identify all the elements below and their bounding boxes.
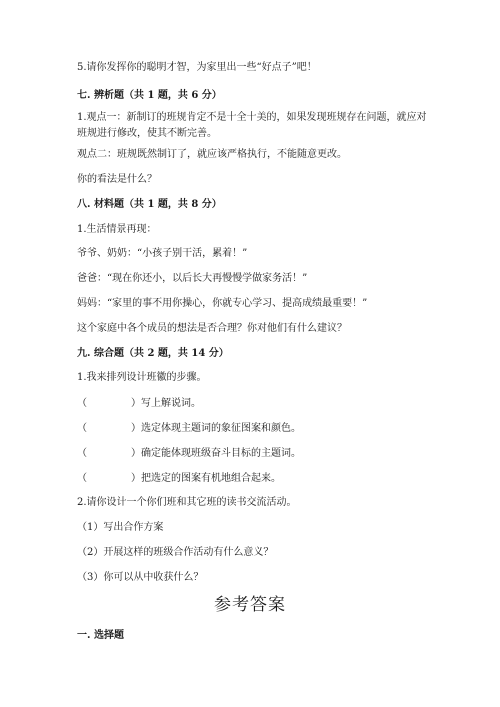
section-8-question: 这个家庭中各个成员的想法是否合理？你对他们有什么建议？: [77, 323, 347, 334]
step-item: （ ）确定能体现班级奋斗目标的主题词。: [77, 448, 301, 459]
section-8-intro: 1.生活情景再现：: [77, 224, 157, 235]
answers-title: 参考答案: [214, 595, 286, 615]
answers-section-1-heading: 一. 选择题: [77, 630, 124, 641]
step-item: （ ）把选定的图案有机地组合起来。: [77, 473, 281, 484]
step-item: （ ）写上解说词。: [77, 398, 201, 409]
section-7-view2: 观点二：班规既然制订了，就应该严格执行，不能随意更改。: [77, 149, 347, 160]
section-9-heading: 九. 综合题（共 2 题，共 14 分）: [77, 348, 229, 359]
sub-question: （3）你可以从中收获什么？: [77, 572, 204, 583]
section-7-view1: 1.观点一：新制订的班规肯定不是十全十美的，如果发现班规存在问题，就应对班规进行修改，使其不断完善。: [77, 112, 427, 139]
section-8-heading: 八. 材料题（共 1 题，共 8 分）: [77, 199, 222, 210]
sub-question: （1）写出合作方案: [77, 522, 164, 533]
section-8-mom: 妈妈：“家里的事不用你操心，你就专心学习、提高成绩最重要！”: [77, 298, 368, 309]
section-9-q1: 1.我来排列设计班徽的步骤。: [77, 372, 207, 383]
section-9-q2: 2.请你设计一个你们班和其它班的读书交流活动。: [77, 497, 297, 508]
sub-question: （2）开展这样的班级合作活动有什么意义？: [77, 547, 274, 558]
step-item: （ ）选定体现主题词的象征图案和颜色。: [77, 423, 301, 434]
section-7-question: 你的看法是什么？: [77, 174, 157, 185]
question-7-5: 5.请你发挥你的聪明才智，为家里出一些“好点子”吧！: [77, 62, 317, 73]
section-8-grandparents: 爷爷、奶奶：“小孩子别干活，累着！”: [77, 248, 248, 259]
section-8-dad: 爸爸：“现在你还小，以后长大再慢慢学做家务活！”: [77, 273, 308, 284]
section-7-heading: 七. 辨析题（共 1 题，共 6 分）: [77, 90, 222, 101]
